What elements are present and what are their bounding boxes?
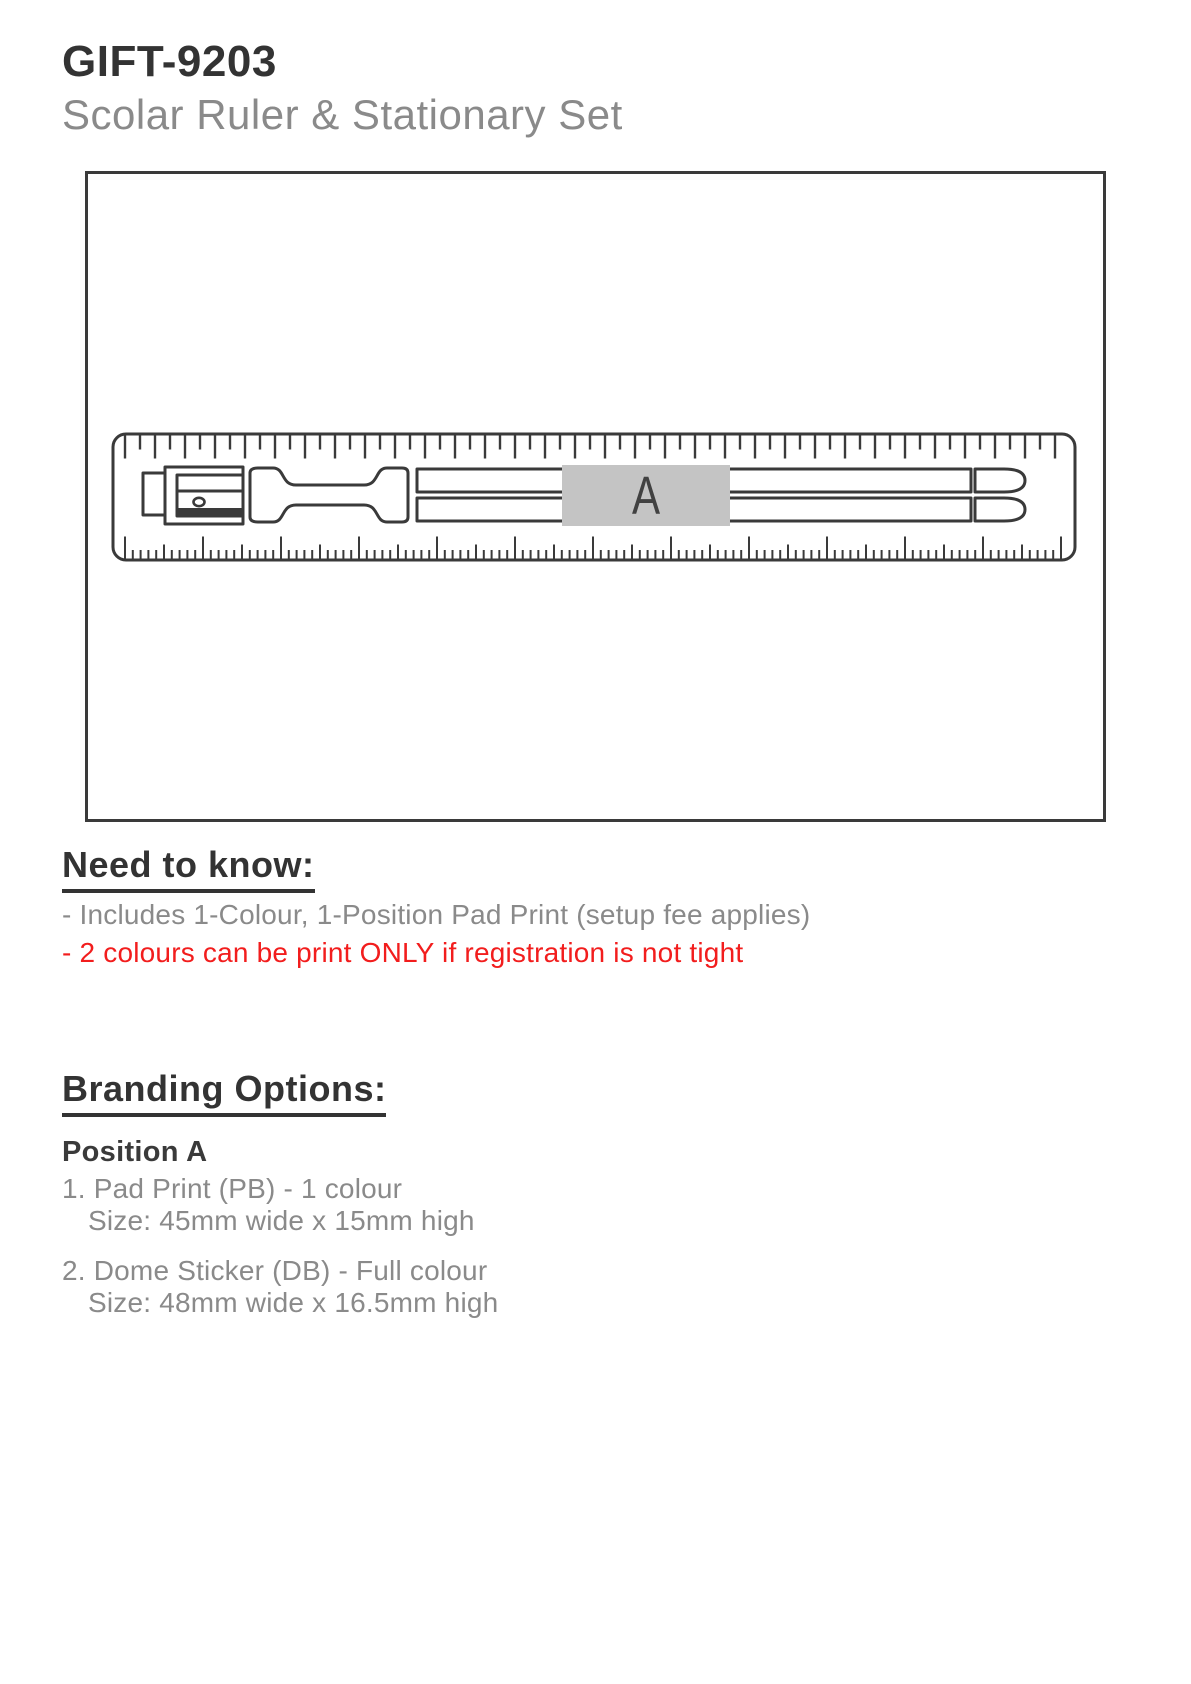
branding-area-a-label: A <box>631 466 661 527</box>
product-code-title: GIFT-9203 <box>62 37 277 86</box>
need-to-know-item: - Includes 1-Colour, 1-Position Pad Print (setup fee applies) <box>62 899 811 930</box>
branding-option-1-size: Size: 45mm wide x 15mm high <box>88 1205 475 1236</box>
branding-option-2-title: 2. Dome Sticker (DB) - Full colour <box>62 1255 488 1286</box>
branding-option-2-size: Size: 48mm wide x 16.5mm high <box>88 1287 499 1318</box>
ruler-stationery-drawing <box>108 429 1080 565</box>
product-name-subtitle: Scolar Ruler & Stationary Set <box>62 91 623 138</box>
branding-options-heading: Branding Options: <box>62 1070 386 1117</box>
position-a-heading: Position A <box>62 1136 208 1168</box>
pencil-sharpener-drawing <box>143 467 243 524</box>
need-to-know-heading: Need to know: <box>62 846 315 893</box>
need-to-know-item-alert: - 2 colours can be print ONLY if registration is not tight <box>62 937 744 968</box>
branding-option-1-title: 1. Pad Print (PB) - 1 colour <box>62 1173 403 1204</box>
